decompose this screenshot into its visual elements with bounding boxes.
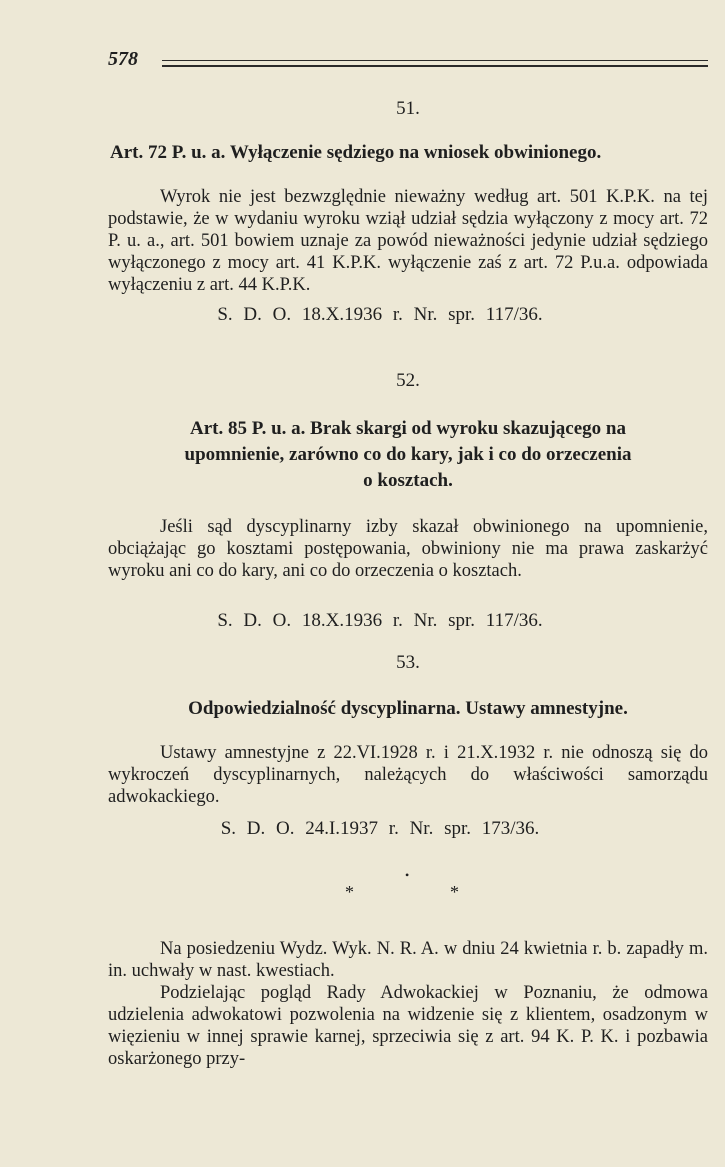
body-paragraph: Podzielając pogląd Rady Adwokackiej w Poznaniu, że odmowa udzielenia adwokatowi pozwolenia na widzenie się z klientem, osadzonym w więzieniu w innej sprawie karnej, sprzeciwia się z art. 94 K. P. K. i pozbawia oskarżonego przy-	[108, 983, 708, 1069]
body-paragraph: Na posiedzeniu Wydz. Wyk. N. R. A. w dniu 24 kwietnia r. b. zapadły m. in. uchwały w nast. kwestiach.	[108, 939, 708, 981]
heading-line: upomnienie, zarówno co do kary, jak i co do orzeczenia	[184, 444, 632, 465]
decision-signature: S. D. O. 24.I.1937 r. Nr. spr. 173/36.	[220, 818, 540, 839]
section-number: 52.	[396, 370, 420, 391]
section-body	[108, 742, 708, 808]
decision-signature: S. D. O. 18.X.1936 r. Nr. spr. 117/36.	[217, 610, 543, 631]
heading-line: Art. 85 P. u. a. Brak skargi od wyroku skazującego na	[190, 418, 626, 439]
body-paragraph: Ustawy amnestyjne z 22.VI.1928 r. i 21.X.1932 r. nie odnoszą się do wykroczeń dyscyplinarnych, należących do właściwości samorządu adwokackiego.	[108, 743, 708, 807]
header-rule	[162, 65, 708, 67]
section-number: 51.	[396, 98, 420, 119]
body-paragraph: Jeśli sąd dyscyplinarny izby skazał obwinionego na upomnienie, obciążając go kosztami postępowania, obwiniony nie ma prawa zaskarżyć wyroku ani co do kary, ani co do orzeczenia o kosztach.	[108, 517, 708, 581]
heading-line: o kosztach.	[363, 470, 453, 491]
section-heading: Odpowiedzialność dyscyplinarna. Ustawy amnestyjne.	[188, 698, 628, 719]
page-number: 578	[108, 48, 138, 70]
section-separator	[330, 868, 480, 902]
section-body	[108, 186, 708, 296]
decision-signature: S. D. O. 18.X.1936 r. Nr. spr. 117/36.	[217, 304, 543, 325]
header-rule	[162, 60, 708, 61]
resolution-text	[108, 938, 708, 1070]
page-header	[108, 48, 708, 78]
section-heading: Art. 72 P. u. a. Wyłączenie sędziego na wniosek obwinionego.	[110, 142, 602, 163]
separator-star: *	[345, 882, 354, 902]
section-body	[108, 516, 708, 582]
separator-dot: •	[405, 868, 410, 882]
body-paragraph: Wyrok nie jest bezwzględnie nieważny według art. 501 K.P.K. na tej podstawie, że w wydaniu wyroku wziął udział sędzia wyłączony z mocy art. 72 P. u. a., art. 501 bowiem uznaje za powód nieważności jedynie udział sędziego wyłączonego z mocy art. 41 K.P.K. wyłączenie zaś z art. 72 P.u.a. odpowiada wyłączeniu z art. 44 K.P.K.	[108, 187, 708, 295]
section-number: 53.	[396, 652, 420, 673]
separator-star: *	[450, 882, 459, 902]
section-heading	[108, 416, 708, 494]
